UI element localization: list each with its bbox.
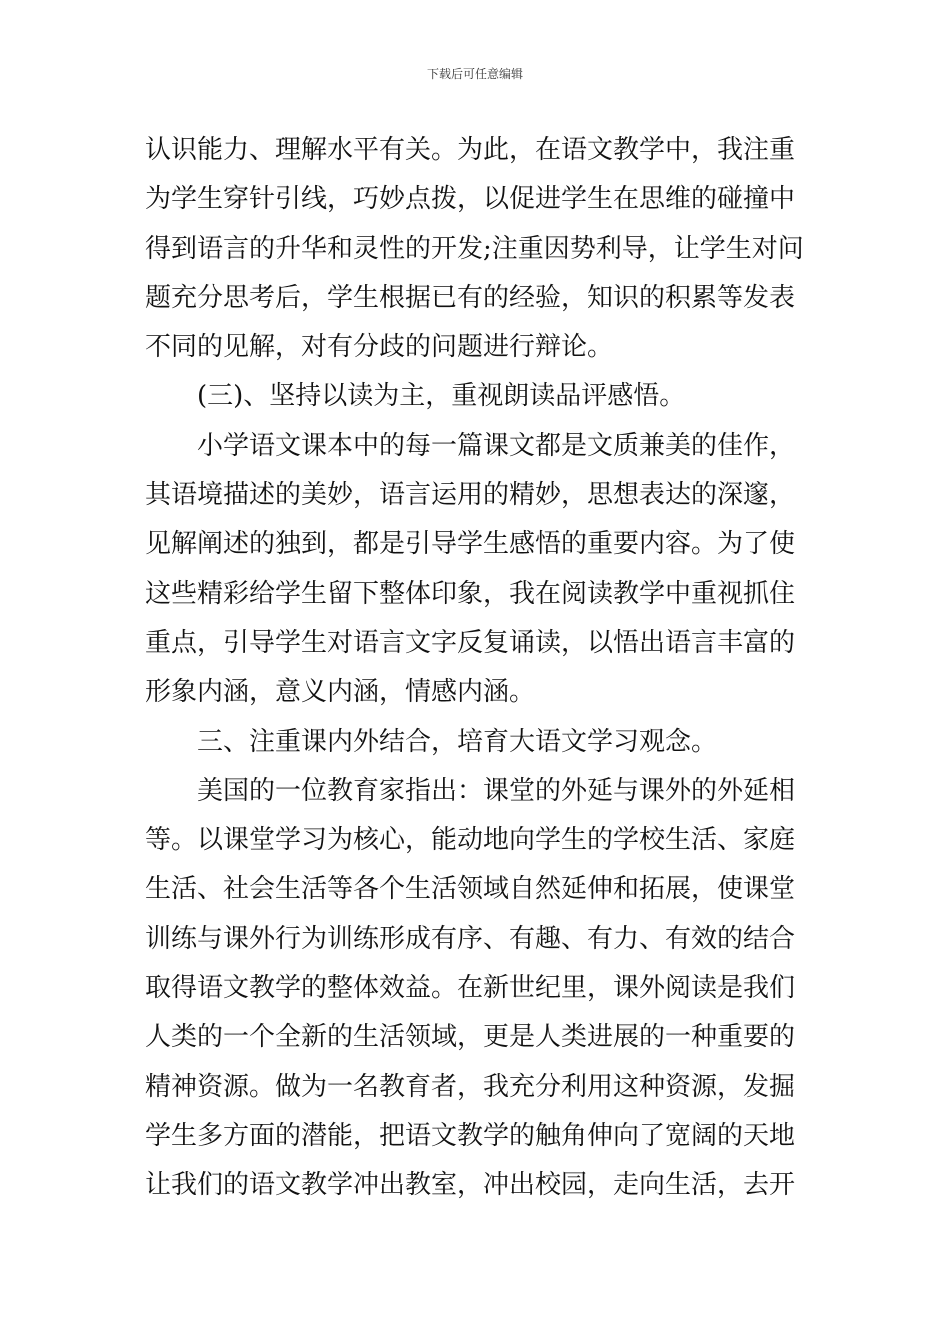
text-line: 人类的一个全新的生活领域，更是人类进展的一种重要的	[145, 1022, 796, 1053]
paragraph-start-line: 美国的一位教育家指出：课堂的外延与课外的外延相	[197, 775, 796, 806]
text-line: 这些精彩给学生留下整体印象，我在阅读教学中重视抓住	[145, 578, 796, 609]
text-line: 取得语文教学的整体效益。在新世纪里，课外阅读是我们	[145, 973, 796, 1004]
text-line: 形象内涵，意义内涵，情感内涵。	[145, 677, 536, 708]
text-line: 精神资源。做为一名教育者，我充分利用这种资源，发掘	[145, 1071, 796, 1102]
text-line: 得到语言的升华和灵性的开发;注重因势利导，让学生对问	[145, 233, 804, 264]
text-line: 训练与课外行为训练形成有序、有趣、有力、有效的结合	[145, 923, 796, 954]
text-line: 见解阐述的独到，都是引导学生感悟的重要内容。为了使	[145, 529, 796, 560]
document-body	[145, 126, 825, 1211]
text-line: 为学生穿针引线，巧妙点拨，以促进学生在思维的碰撞中	[145, 184, 796, 215]
paragraph-start-line: 小学语文课本中的每一篇课文都是文质兼美的佳作，	[197, 430, 796, 461]
text-line: 不同的见解，对有分歧的问题进行辩论。	[145, 332, 614, 363]
text-line: 学生多方面的潜能，把语文教学的触角伸向了宽阔的天地	[145, 1120, 796, 1151]
text-line: 题充分思考后，学生根据已有的经验，知识的积累等发表	[145, 282, 796, 313]
section-heading: 三、注重课内外结合，培育大语文学习观念。	[197, 726, 718, 757]
text-line: 等。以课堂学习为核心，能动地向学生的学校生活、家庭	[145, 825, 796, 856]
page-header: 下载后可任意编辑	[426, 67, 523, 81]
text-line: 重点，引导学生对语言文字反复诵读，以悟出语言丰富的	[145, 627, 796, 658]
text-line: 生活、社会生活等各个生活领域自然延伸和拓展，使课堂	[145, 874, 796, 905]
text-line: 认识能力、理解水平有关。为此，在语文教学中，我注重	[145, 135, 796, 165]
section-heading: (三)、坚持以读为主，重视朗读品评感悟。	[197, 381, 686, 412]
text-line: 其语境描述的美妙，语言运用的精妙，思想表达的深邃，	[145, 480, 796, 511]
text-line: 让我们的语文教学冲出教室，冲出校园，走向生活，去开	[145, 1170, 796, 1201]
